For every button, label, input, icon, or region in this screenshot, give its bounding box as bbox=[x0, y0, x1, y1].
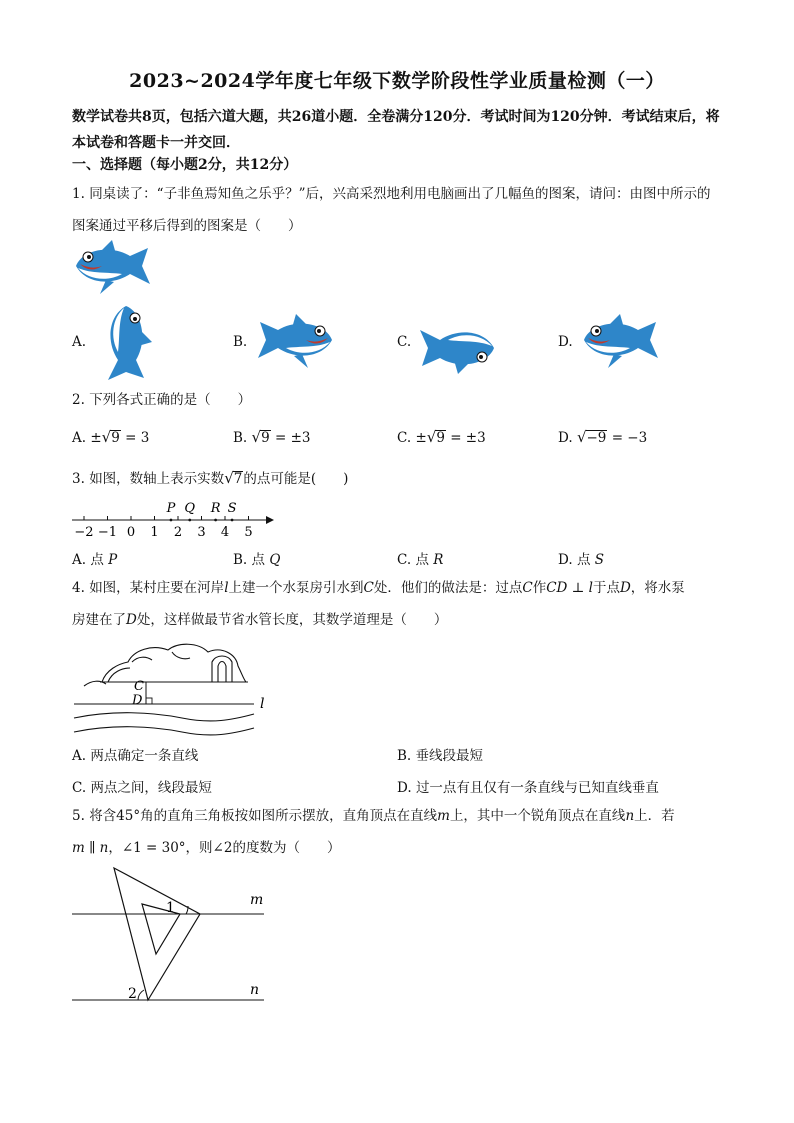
tick-label: 4 bbox=[220, 525, 230, 540]
village-drawing bbox=[84, 644, 248, 686]
question-number: 5. bbox=[72, 808, 85, 824]
label-n: n bbox=[250, 982, 260, 998]
shark-option-a-image[interactable] bbox=[84, 306, 164, 378]
sqrt-symbol: √ bbox=[251, 428, 262, 446]
option-label: A. bbox=[72, 552, 87, 568]
tick-label: −2 bbox=[74, 525, 94, 540]
tick-label: 5 bbox=[244, 525, 253, 540]
question-5 bbox=[72, 800, 722, 864]
var-d: D bbox=[126, 612, 137, 628]
text-segment: 如图，某村庄要在河岸 bbox=[89, 580, 225, 596]
var-m: m bbox=[437, 808, 450, 824]
q4-option-b[interactable] bbox=[397, 744, 483, 764]
number-line-arrow bbox=[266, 516, 274, 524]
question-number: 2. bbox=[72, 392, 85, 408]
radicand: 9 bbox=[111, 430, 120, 446]
q3-option-c[interactable] bbox=[397, 548, 443, 568]
option-label: B. bbox=[233, 430, 248, 446]
text-segment: 于点 bbox=[592, 580, 620, 596]
question-line-2 bbox=[72, 832, 722, 864]
option-label: D. bbox=[558, 430, 573, 446]
equation-rhs: = −3 bbox=[607, 430, 648, 446]
text-segment: ，将水泵 bbox=[630, 580, 685, 596]
sqrt-symbol: √ bbox=[426, 428, 437, 446]
label-angle-2: 2 bbox=[128, 986, 137, 1002]
q2-option-d[interactable] bbox=[558, 428, 647, 446]
var-c: C bbox=[522, 580, 533, 596]
option-text: 两点之间，线段最短 bbox=[90, 780, 212, 796]
text-segment: 上，其中一个锐角顶点在直线 bbox=[449, 808, 626, 824]
tick-label: −1 bbox=[97, 525, 118, 540]
text-segment: 将含45°角的直角三角板按如图所示摆放，直角顶点在直线 bbox=[89, 808, 438, 824]
question-text-tail: 的点可能是( ) bbox=[243, 471, 349, 487]
label-m: m bbox=[250, 892, 264, 908]
point-label: S bbox=[227, 501, 237, 516]
section-heading-choice: 一、选择题（每小题2分，共12分） bbox=[72, 157, 298, 173]
q1-option-d-label: D. bbox=[558, 334, 573, 350]
var-l: l bbox=[224, 580, 229, 596]
tick-label: 3 bbox=[197, 525, 206, 540]
option-label: A. bbox=[72, 748, 87, 764]
shark-option-d-image[interactable] bbox=[580, 314, 660, 372]
question-2 bbox=[72, 384, 722, 416]
question-text: 如图，数轴上表示实数 bbox=[89, 471, 225, 487]
river-wave-1 bbox=[74, 713, 254, 721]
text-segment: 上．若 bbox=[634, 808, 675, 824]
q4-option-c[interactable] bbox=[72, 776, 212, 796]
q2-option-a[interactable] bbox=[72, 428, 149, 446]
option-label: C. bbox=[397, 552, 412, 568]
option-text: 点 bbox=[576, 552, 591, 568]
question-3 bbox=[72, 462, 722, 495]
number-line-figure bbox=[70, 496, 280, 542]
option-label: B. bbox=[397, 748, 412, 764]
option-variable: Q bbox=[269, 552, 281, 568]
radicand: −9 bbox=[586, 430, 607, 446]
shark-original-image bbox=[72, 240, 152, 298]
radicand: 9 bbox=[436, 430, 445, 446]
shark-option-b-image[interactable] bbox=[256, 314, 336, 372]
option-text: 点 bbox=[251, 552, 266, 568]
plus-minus-sign: ± bbox=[415, 430, 427, 446]
q1-option-a-label: A. bbox=[72, 334, 87, 350]
question-line-1 bbox=[72, 800, 722, 832]
point-label: R bbox=[210, 501, 221, 516]
question-line-1 bbox=[72, 572, 722, 604]
option-text: 点 bbox=[90, 552, 104, 568]
point-marker bbox=[231, 519, 234, 522]
option-text: 垂线段最短 bbox=[415, 748, 484, 764]
tick-label: 2 bbox=[173, 525, 183, 540]
equation-rhs: = ±3 bbox=[445, 430, 486, 446]
q1-option-b-label: B. bbox=[233, 334, 248, 350]
label-c: C bbox=[134, 679, 144, 694]
q2-option-b[interactable] bbox=[233, 428, 310, 446]
q4-option-d[interactable] bbox=[397, 776, 659, 796]
point-marker bbox=[188, 519, 191, 522]
q1-option-c-label: C. bbox=[397, 334, 412, 350]
exam-title: 2023~2024学年度七年级下数学阶段性学业质量检测（一） bbox=[129, 70, 665, 92]
shark-option-c-image[interactable] bbox=[418, 316, 498, 374]
point-label: P bbox=[166, 501, 176, 516]
radicand: 9 bbox=[261, 430, 270, 446]
right-angle-mark bbox=[146, 698, 152, 704]
option-text: 两点确定一条直线 bbox=[90, 748, 199, 764]
question-number: 3. bbox=[72, 471, 85, 487]
var-c: C bbox=[363, 580, 374, 596]
question-1 bbox=[72, 178, 722, 242]
option-label: C. bbox=[72, 780, 87, 796]
label-d: D bbox=[132, 693, 143, 708]
option-variable: R bbox=[433, 552, 444, 568]
text-segment: 处．他们的做法是：过点 bbox=[373, 580, 523, 596]
angle-2-arc bbox=[138, 990, 144, 1000]
q3-option-a[interactable] bbox=[72, 548, 117, 568]
option-variable: P bbox=[108, 552, 118, 568]
q3-option-d[interactable] bbox=[558, 548, 604, 568]
var-d: D bbox=[619, 580, 631, 596]
option-label: A. bbox=[72, 430, 87, 446]
radicand: 7 bbox=[233, 471, 243, 487]
option-variable: S bbox=[594, 552, 604, 568]
q2-option-c[interactable] bbox=[397, 428, 486, 446]
option-label: B. bbox=[233, 552, 248, 568]
exam-instructions: 数学试卷共8页，包括六道大题，共26道小题．全卷满分120分．考试时间为120分钟．考试结束后，将本试卷和答题卡一并交回． bbox=[72, 109, 720, 151]
set-square-outer bbox=[114, 868, 200, 1000]
point-marker bbox=[214, 519, 217, 522]
option-text: 过一点有且仅有一条直线与已知直线垂直 bbox=[415, 780, 659, 796]
tick-label: 0 bbox=[126, 525, 136, 540]
question-line-2 bbox=[72, 604, 722, 636]
question-number: 4. bbox=[72, 580, 85, 596]
river-village-figure bbox=[72, 636, 272, 740]
label-l: l bbox=[260, 696, 265, 712]
option-label: D. bbox=[397, 780, 412, 796]
question-4 bbox=[72, 572, 722, 636]
parallel-expression: m ∥ n bbox=[72, 840, 109, 856]
plus-minus-sign: ± bbox=[90, 430, 102, 446]
option-label: C. bbox=[397, 430, 412, 446]
point-marker bbox=[170, 519, 173, 522]
sqrt-symbol: √ bbox=[224, 469, 234, 487]
tick-label: 1 bbox=[150, 525, 159, 540]
question-text: 下列各式正确的是（ ） bbox=[89, 392, 252, 408]
var-n: n bbox=[625, 808, 635, 824]
triangle-ruler-figure bbox=[72, 866, 272, 1006]
option-text: 点 bbox=[415, 552, 429, 568]
text-segment: ，∠1 = 30°，则∠2的度数为（ ） bbox=[108, 840, 341, 856]
label-angle-1: 1 bbox=[166, 900, 175, 916]
q3-option-b[interactable] bbox=[233, 548, 280, 568]
text-segment: 作 bbox=[532, 580, 547, 596]
text-segment: 房建在了 bbox=[72, 612, 126, 628]
question-text: 同桌读了：“子非鱼焉知鱼之乐乎？”后，兴高采烈地利用电脑画出了几幅鱼的图案，请问：由图中所示的图案通过平移后得到的图案是（ ） bbox=[72, 186, 711, 234]
question-number: 1. bbox=[72, 186, 85, 202]
text-segment: 处，这样做最节省水管长度，其数学道理是（ ） bbox=[136, 612, 448, 628]
text-segment: 上建一个水泵房引水到 bbox=[228, 580, 364, 596]
river-wave-2 bbox=[74, 727, 254, 735]
equation-rhs: = 3 bbox=[120, 430, 150, 446]
sqrt-symbol: √ bbox=[101, 428, 112, 446]
q4-option-a[interactable] bbox=[72, 744, 198, 764]
equation-rhs: = ±3 bbox=[270, 430, 311, 446]
sqrt-symbol: √ bbox=[576, 428, 587, 446]
point-label: Q bbox=[184, 501, 196, 516]
option-label: D. bbox=[558, 552, 573, 568]
perpendicular-expression: CD ⊥ l bbox=[546, 580, 593, 596]
